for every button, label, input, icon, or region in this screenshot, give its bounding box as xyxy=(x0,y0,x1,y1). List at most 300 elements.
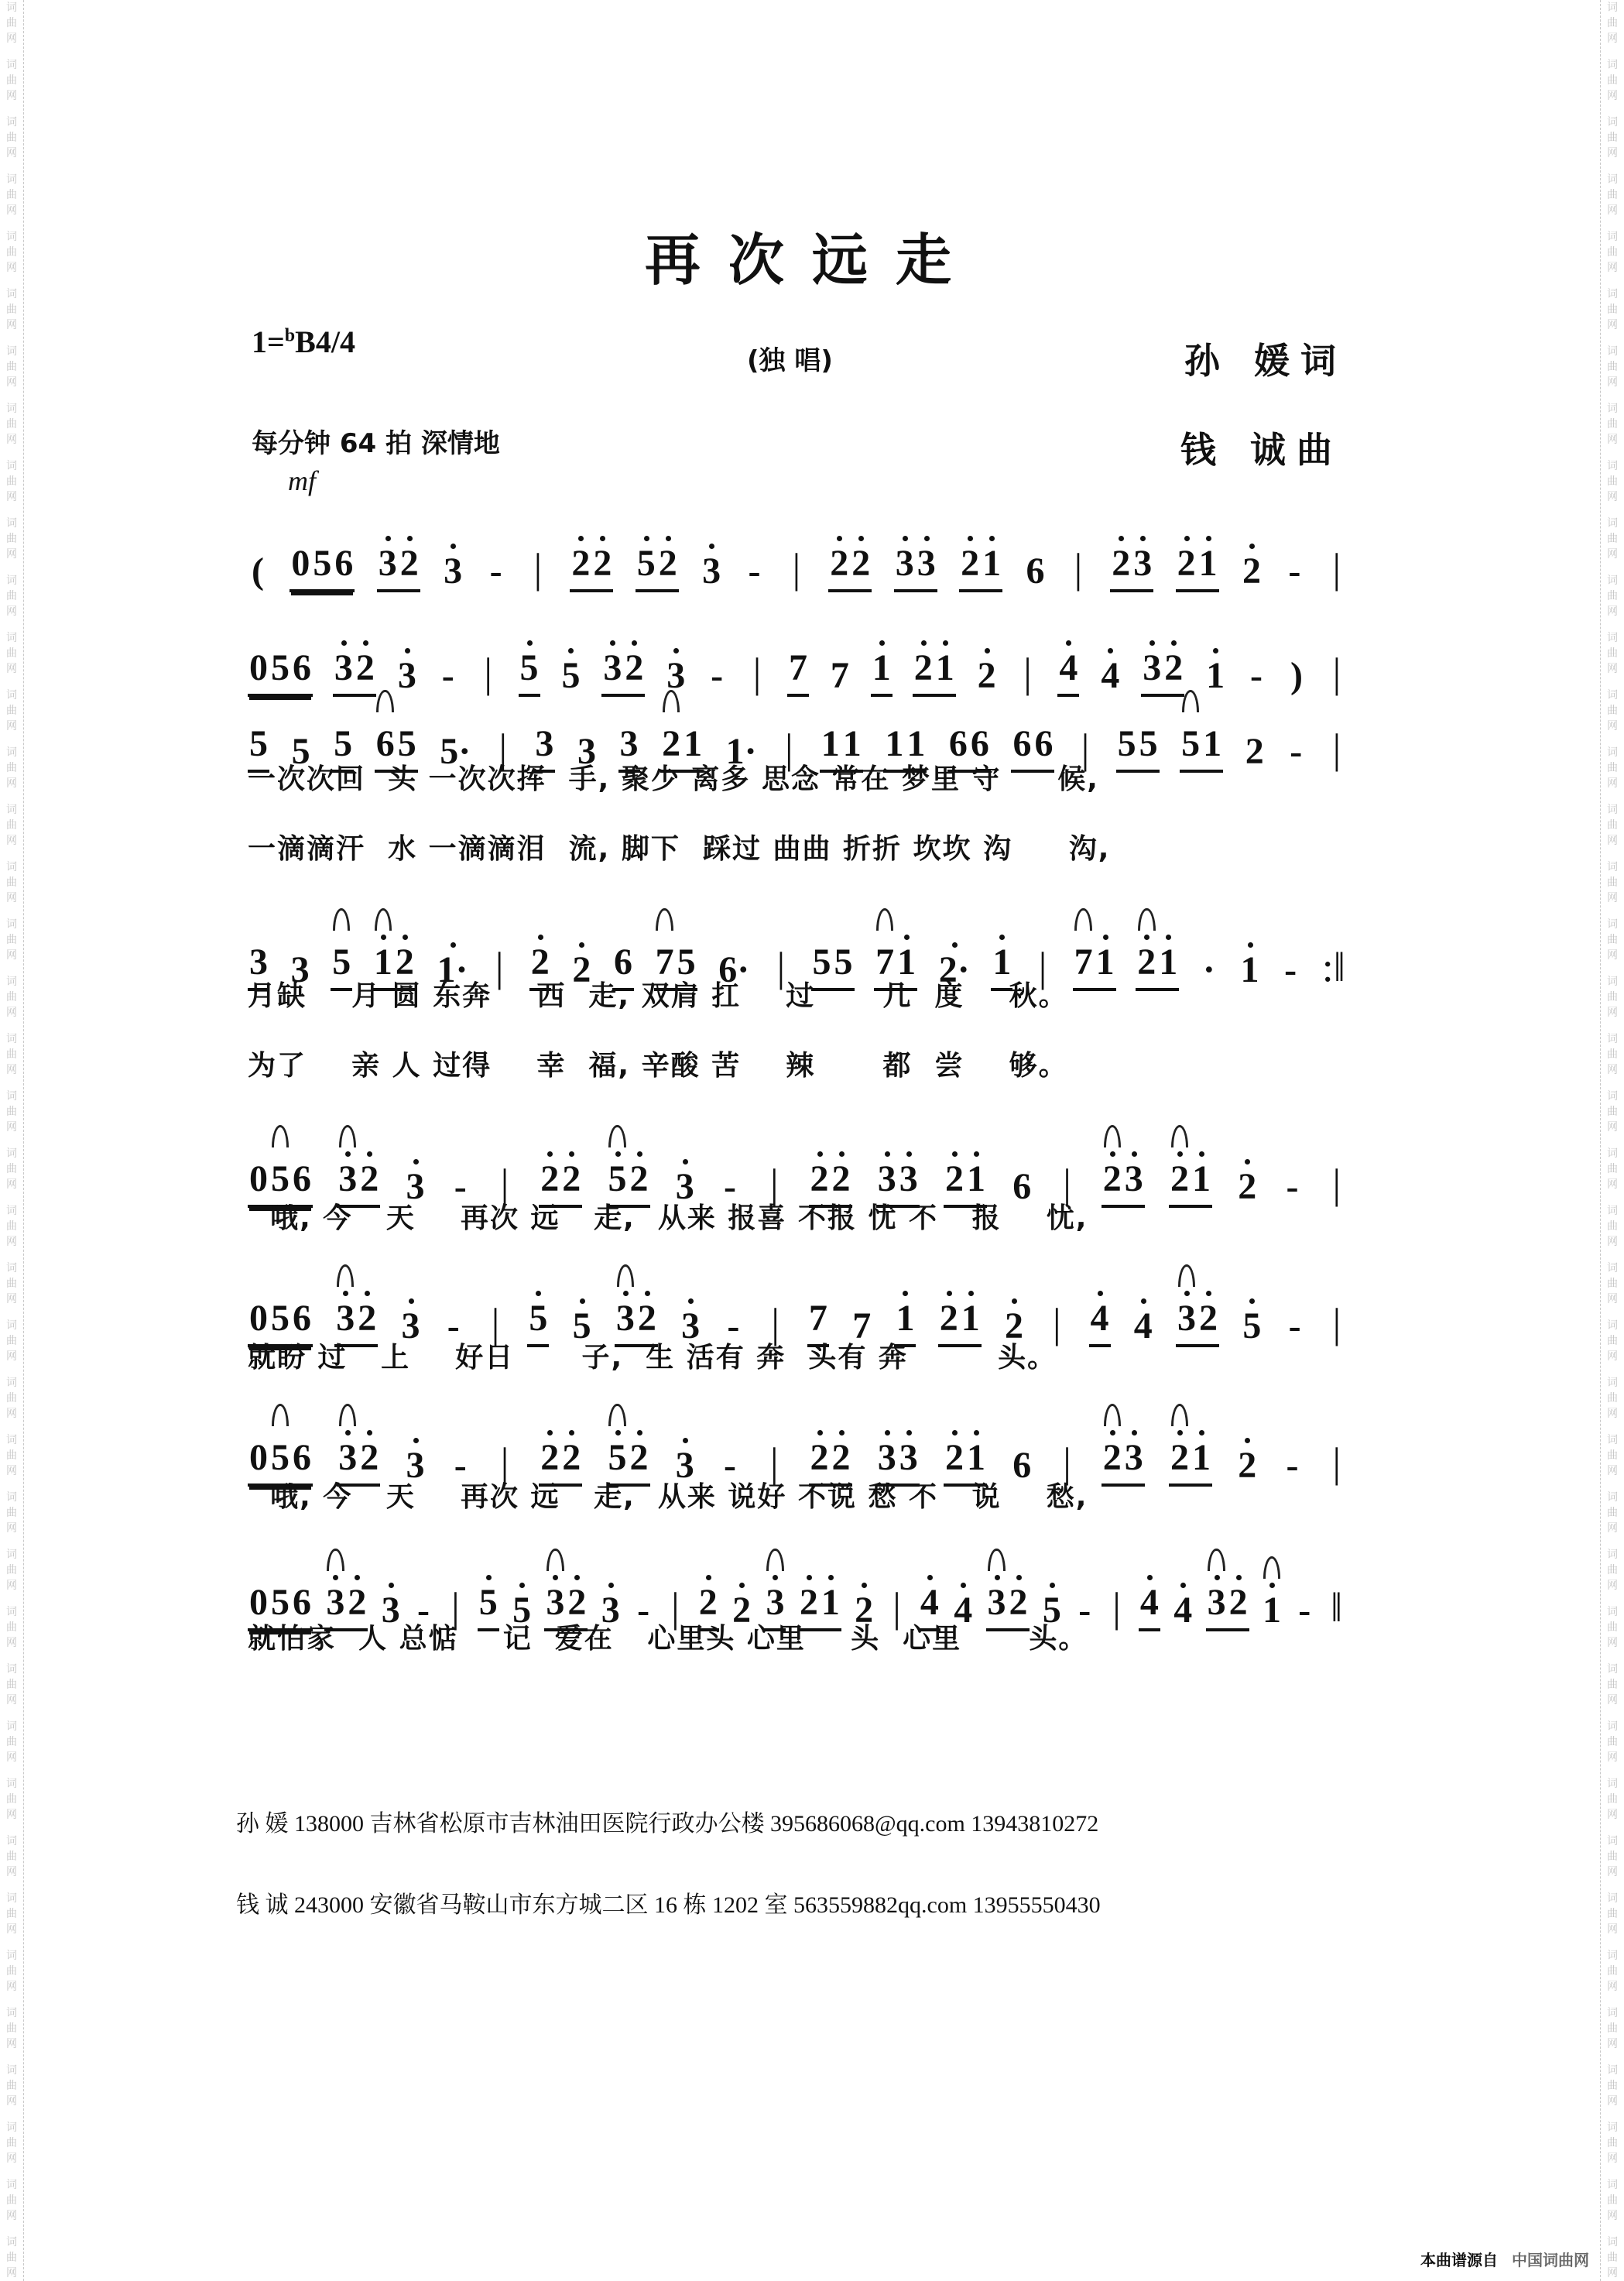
note: 3 xyxy=(674,1165,696,1208)
watermark-group: 词 曲 网 xyxy=(1607,1606,1618,1649)
lyric-row: 一滴滴汗 水 一滴滴泪 流, 脚下 踩过 曲曲 折折 坎坎 沟 沟, xyxy=(248,833,1111,865)
note: 1 xyxy=(1157,941,1179,983)
note: 5 xyxy=(1180,722,1201,765)
watermark-group: 词 曲 网 xyxy=(6,1892,17,1936)
note: 3 xyxy=(600,1589,622,1631)
note: - xyxy=(454,1445,467,1486)
watermark-group: 词 曲 网 xyxy=(1607,1720,1618,1764)
barline: | xyxy=(771,1300,780,1346)
note: 1 xyxy=(820,1581,841,1624)
note: 1· xyxy=(725,731,757,772)
barline: | xyxy=(451,1584,460,1631)
song-title: 再次远走 xyxy=(644,227,979,293)
watermark-group: 词 曲 网 xyxy=(6,746,17,790)
note: 2 xyxy=(539,1158,560,1200)
note: 2 xyxy=(1003,1305,1025,1347)
note: 1 xyxy=(894,1297,916,1339)
note: 2 xyxy=(1110,542,1132,585)
watermark-group: 词 曲 网 xyxy=(6,517,17,561)
slur-arc xyxy=(1182,690,1199,712)
note: 4 xyxy=(1099,654,1121,697)
note: 5 xyxy=(607,1436,629,1479)
note: 5 xyxy=(511,1589,533,1631)
note: 3 xyxy=(333,647,355,689)
note: 3 xyxy=(619,723,639,764)
barline: | xyxy=(1074,545,1083,592)
watermark-group: 词 曲 网 xyxy=(6,1434,17,1477)
note: 2 xyxy=(944,1158,965,1200)
note: - xyxy=(1286,1445,1299,1486)
note: 3 xyxy=(916,542,937,585)
note: - xyxy=(1288,551,1301,592)
barline: | xyxy=(1038,944,1047,990)
watermark-group: 词 曲 网 xyxy=(1607,345,1618,389)
note: 2 xyxy=(629,1158,650,1200)
beam-group xyxy=(570,542,613,592)
watermark-group: 词 曲 网 xyxy=(1607,116,1618,159)
note: 2 xyxy=(355,647,376,689)
note: 2 xyxy=(560,1158,582,1200)
note: 7 xyxy=(1073,941,1095,983)
watermark-group: 词 曲 网 xyxy=(1607,403,1618,446)
watermark-group: 词 曲 网 xyxy=(6,288,17,331)
note: 2 xyxy=(1102,1436,1123,1479)
note: 3 xyxy=(1206,1581,1228,1624)
note: 2 xyxy=(697,1581,719,1624)
note: 7 xyxy=(788,647,807,688)
beam-group xyxy=(894,542,937,592)
note: 5 xyxy=(636,542,657,585)
note: - xyxy=(711,655,724,696)
note: 2 xyxy=(828,542,850,585)
note: 0 xyxy=(291,543,310,584)
watermark-group: 词 曲 网 xyxy=(6,1549,17,1592)
note: 0 xyxy=(249,647,268,688)
barline: | xyxy=(1023,650,1032,696)
note: 5 xyxy=(1241,1305,1263,1347)
note: 6 xyxy=(375,722,396,765)
note: 5 xyxy=(1117,723,1136,764)
note: - xyxy=(489,551,502,592)
lyric-row: 就盼 过 上 好日 子, 生 活有 奔 头有 奔 头。 xyxy=(248,1342,1057,1374)
note: 5 xyxy=(1139,723,1158,764)
note: 2 xyxy=(1245,731,1264,772)
barline: | xyxy=(1332,650,1341,696)
note: 3 xyxy=(249,942,268,983)
beam-group xyxy=(377,542,420,592)
note: 2 xyxy=(591,542,613,585)
barline: | xyxy=(1063,1439,1071,1486)
note: 3 xyxy=(577,731,596,772)
watermark-group: 词 曲 网 xyxy=(6,1835,17,1878)
note: 3 xyxy=(334,1297,356,1339)
note: - xyxy=(1286,1166,1299,1207)
note: 1 xyxy=(981,542,1002,585)
note: 3 xyxy=(405,1444,427,1487)
note: 5 xyxy=(560,654,581,697)
watermark-group: 词 曲 网 xyxy=(1607,460,1618,503)
watermark-group: 词 曲 网 xyxy=(6,1950,17,1993)
note: 1 xyxy=(965,1436,987,1479)
watermark-group: 词 曲 网 xyxy=(1607,1663,1618,1706)
note: 2· xyxy=(937,948,971,991)
note: 5· xyxy=(440,731,471,772)
watermark-group: 词 曲 网 xyxy=(6,1778,17,1821)
note: ( xyxy=(252,551,264,592)
beam-group xyxy=(1110,542,1153,592)
note: 3 xyxy=(290,949,310,990)
note: - xyxy=(1288,1305,1301,1346)
barline: | xyxy=(1081,725,1090,772)
note: 1· xyxy=(436,948,470,991)
note: 3 xyxy=(377,542,399,585)
watermark-group: 词 曲 网 xyxy=(1607,288,1618,331)
watermark-group: 词 曲 网 xyxy=(6,1262,17,1305)
note: - xyxy=(1298,1590,1311,1631)
note: 2 xyxy=(660,722,682,765)
watermark-group: 词 曲 网 xyxy=(1607,976,1618,1019)
barline: | xyxy=(769,1439,779,1486)
watermark-group: 词 曲 网 xyxy=(6,1663,17,1706)
note: 2 xyxy=(1136,941,1157,983)
note: 0 xyxy=(249,1582,268,1623)
watermark-group: 词 曲 网 xyxy=(1607,1090,1618,1134)
note: 1 xyxy=(934,647,956,689)
watermark-group: 词 曲 网 xyxy=(1607,861,1618,904)
lyric-row: 哦, 今 天 再次 远 走, 从来 说好 不说 愁 不 说 愁, xyxy=(248,1481,1088,1513)
note: 4 xyxy=(1089,1297,1111,1339)
note: - xyxy=(1250,655,1263,696)
note: 5 xyxy=(397,723,416,764)
note: 5 xyxy=(291,731,310,772)
watermark-group: 词 曲 网 xyxy=(6,2122,17,2165)
watermark-group: 词 曲 网 xyxy=(6,1319,17,1363)
note: 2 xyxy=(976,654,998,697)
watermark-group: 词 曲 网 xyxy=(1607,1950,1618,1993)
note: - xyxy=(727,1305,740,1346)
watermark-group: 词 曲 网 xyxy=(1607,1892,1618,1936)
watermark-group: 词 曲 网 xyxy=(1607,2,1618,45)
watermark-group: 词 曲 网 xyxy=(6,861,17,904)
barline: | xyxy=(495,944,504,990)
note: 2 xyxy=(399,542,420,585)
note: 5 xyxy=(812,942,831,983)
note: 1 xyxy=(1261,1589,1283,1631)
slur-arc xyxy=(663,690,680,712)
note: 3 xyxy=(1141,647,1163,689)
barline: | xyxy=(1332,1439,1341,1486)
barline: | xyxy=(893,1584,901,1631)
watermark-group: 词 曲 网 xyxy=(1607,2064,1618,2108)
note: 5 xyxy=(331,941,352,983)
note: 3 xyxy=(986,1581,1008,1624)
watermark-group: 词 曲 网 xyxy=(6,116,17,159)
key-prefix: 1= xyxy=(252,324,285,359)
watermark-group: 词 曲 网 xyxy=(1607,1319,1618,1363)
note: 7 xyxy=(654,941,676,983)
note: - xyxy=(1290,731,1303,772)
watermark-group: 词 曲 网 xyxy=(6,689,17,732)
note: 3 xyxy=(601,647,623,689)
note: 3 xyxy=(396,654,418,697)
watermark-group: 词 曲 网 xyxy=(1607,231,1618,274)
note: 2 xyxy=(394,941,416,983)
note: 5 xyxy=(249,723,268,764)
note: 5 xyxy=(478,1581,499,1624)
lyric-row: 月缺 月 圆 东奔 西 走, 双肩 扛 过 几 度 秋。 xyxy=(248,980,1068,1012)
note: 2 xyxy=(1176,542,1197,585)
watermark-group: 词 曲 网 xyxy=(1607,59,1618,102)
note: 2 xyxy=(566,1581,588,1624)
note: 3 xyxy=(442,550,464,592)
note: 5 xyxy=(571,1305,593,1347)
barline: | xyxy=(792,545,801,592)
note: 5 xyxy=(1041,1589,1063,1631)
note: 2 xyxy=(1169,1436,1191,1479)
note: 2 xyxy=(1241,550,1263,592)
watermark-group: 词 曲 网 xyxy=(1607,1835,1618,1878)
note: 2 xyxy=(938,1297,960,1339)
note: 3 xyxy=(400,1305,422,1347)
note: 4 xyxy=(919,1581,940,1624)
barline: | xyxy=(671,1584,680,1631)
note: 3 xyxy=(876,1158,898,1200)
note: 1 xyxy=(372,941,394,983)
beam-group xyxy=(959,542,1002,592)
barline: | xyxy=(1052,1300,1061,1346)
watermark-group: 词 曲 网 xyxy=(6,403,17,446)
watermark-group: 词 曲 网 xyxy=(6,2,17,45)
barline: | xyxy=(499,725,508,772)
watermark-group: 词 曲 网 xyxy=(6,2007,17,2050)
watermark-group: 词 曲 网 xyxy=(1607,2179,1618,2222)
watermark-group: 词 曲 网 xyxy=(1607,918,1618,962)
watermark-group: 词 曲 网 xyxy=(6,59,17,102)
note: 2 xyxy=(853,1589,875,1631)
note: 2 xyxy=(629,1436,650,1479)
note: 5 xyxy=(607,1158,629,1200)
note: 3 xyxy=(674,1444,696,1487)
dynamic-marking: mf xyxy=(288,465,316,496)
note: 5 xyxy=(334,723,353,764)
barline: | xyxy=(1332,725,1341,772)
barline: | xyxy=(500,1161,509,1207)
barline: | xyxy=(484,650,493,696)
note: 1 xyxy=(965,1158,987,1200)
note: 6 xyxy=(970,723,989,764)
note: 3 xyxy=(1123,1436,1145,1479)
watermark-group: 词 曲 网 xyxy=(1607,2007,1618,2050)
note: 1 xyxy=(1203,723,1222,764)
contact-composer: 钱 诚 243000 安徽省马鞍山市东方城二区 16 栋 1202 室 563559882qq.com 13955550430 xyxy=(236,1892,1101,1918)
watermark-group: 词 曲 网 xyxy=(1607,1262,1618,1305)
barline: | xyxy=(1332,1161,1341,1207)
note: - xyxy=(724,1445,736,1486)
note: 3 xyxy=(665,654,687,697)
note: 5 xyxy=(271,1298,290,1339)
barline: :‖ xyxy=(1321,944,1345,990)
note: - xyxy=(454,1166,467,1207)
note: 1 xyxy=(906,723,926,764)
note: 2 xyxy=(623,647,645,689)
note: 6 xyxy=(293,1437,311,1478)
watermark-group: 词 曲 网 xyxy=(6,632,17,675)
note: 3 xyxy=(898,1158,920,1200)
note: 3 xyxy=(535,723,554,764)
note: 2 xyxy=(809,1436,831,1479)
watermark-group: 词 曲 网 xyxy=(1607,2122,1618,2165)
note: 7 xyxy=(874,941,896,983)
note: 3 xyxy=(1176,1297,1197,1339)
note: 2 xyxy=(1169,1158,1191,1200)
note: ) xyxy=(1290,655,1303,696)
key-time-signature: B4/4 xyxy=(295,324,355,359)
note: 2 xyxy=(1236,1165,1258,1208)
notation-row xyxy=(248,612,1347,697)
barline: | xyxy=(533,545,543,592)
note: 2 xyxy=(850,542,872,585)
watermark-group: 词 曲 网 xyxy=(6,1491,17,1535)
barline: | xyxy=(500,1439,509,1486)
left-watermark-strip xyxy=(0,0,24,2281)
note: 2 xyxy=(831,1436,852,1479)
note: 5 xyxy=(313,543,332,584)
note: 2 xyxy=(636,1297,658,1339)
note: 7 xyxy=(830,655,849,696)
watermark-group: 词 曲 网 xyxy=(1607,1147,1618,1191)
note: 5 xyxy=(269,1158,291,1200)
note: 0 xyxy=(249,1298,268,1339)
watermark-group: 词 曲 网 xyxy=(1607,1491,1618,1535)
note: 6 xyxy=(614,942,633,983)
note: 3 xyxy=(337,1158,358,1200)
note: 3 xyxy=(405,1165,427,1208)
note: 5 xyxy=(677,942,696,983)
watermark-group: 词 曲 网 xyxy=(1607,1549,1618,1592)
note: 1 xyxy=(1191,1436,1212,1479)
note: 3 xyxy=(1132,542,1153,585)
note: 3 xyxy=(544,1581,566,1624)
watermark-group: 词 曲 网 xyxy=(1607,1778,1618,1821)
note: 2 xyxy=(1102,1158,1123,1200)
note: 6 xyxy=(1012,1166,1032,1207)
note: 6· xyxy=(718,949,750,990)
watermark-group: 词 曲 网 xyxy=(1607,1434,1618,1477)
note: 4 xyxy=(1139,1581,1160,1624)
note: 2 xyxy=(944,1436,965,1479)
note: - xyxy=(441,655,454,696)
note: 5 xyxy=(271,647,290,688)
note: 6 xyxy=(293,1158,311,1199)
watermark-group: 词 曲 网 xyxy=(1607,1033,1618,1076)
watermark-group: 词 曲 网 xyxy=(6,804,17,847)
contact-lyricist: 孙 媛 138000 吉林省松原市吉林油田医院行政办公楼 395686068@qq.com 13943810272 xyxy=(236,1811,1099,1837)
watermark-group: 词 曲 网 xyxy=(6,231,17,274)
slur-arc xyxy=(376,690,393,712)
barline: ‖ xyxy=(1331,1584,1343,1631)
beam-group xyxy=(636,542,679,592)
note: 2 xyxy=(731,1589,752,1631)
watermark-group: 词 曲 网 xyxy=(6,2236,17,2279)
note: 2 xyxy=(570,542,591,585)
note: - xyxy=(417,1590,430,1631)
barline: | xyxy=(784,725,793,772)
watermark-group: 词 曲 网 xyxy=(1607,746,1618,790)
barline: | xyxy=(752,650,762,696)
note: - xyxy=(724,1166,736,1207)
lyric-row: 就怕家 人 总惦 记 爱在 心里头 心里 头 心里 头。 xyxy=(248,1623,1088,1655)
watermark-group: 词 曲 网 xyxy=(6,1606,17,1649)
note: 2 xyxy=(831,1158,852,1200)
note: 5 xyxy=(834,942,853,983)
composer-credit: 钱 诚曲 xyxy=(1180,429,1344,471)
watermark-group: 词 曲 网 xyxy=(1607,804,1618,847)
watermark-group: 词 曲 网 xyxy=(1607,173,1618,217)
note: - xyxy=(748,551,761,592)
note: 1 xyxy=(1197,542,1219,585)
watermark-group: 词 曲 网 xyxy=(1607,689,1618,732)
source-label: 本曲谱源自 xyxy=(1420,2251,1498,2269)
key-signature xyxy=(252,324,355,360)
watermark-group: 词 曲 网 xyxy=(6,575,17,618)
watermark-group: 词 曲 网 xyxy=(1607,1377,1618,1420)
note: 2 xyxy=(356,1297,378,1339)
watermark-group: 词 曲 网 xyxy=(1607,575,1618,618)
note: 1 xyxy=(885,723,904,764)
note: 2 xyxy=(560,1436,582,1479)
source-footer xyxy=(1420,2248,1589,2270)
note: 3 xyxy=(701,550,722,592)
watermark-group: 词 曲 网 xyxy=(6,1090,17,1134)
note: 7 xyxy=(808,1298,827,1339)
barline: | xyxy=(1332,545,1341,592)
note: 2 xyxy=(1228,1581,1249,1624)
notation-row xyxy=(248,507,1347,592)
beam-group xyxy=(290,542,355,592)
watermark-group: 词 曲 网 xyxy=(6,918,17,962)
beam-group xyxy=(1176,542,1219,592)
note: 2 xyxy=(358,1436,380,1479)
note: 2 xyxy=(529,941,551,983)
barline: | xyxy=(1112,1584,1121,1631)
note: 4 xyxy=(1057,647,1079,689)
note: 1 xyxy=(684,723,703,764)
watermark-group: 词 曲 网 xyxy=(6,173,17,217)
note: 3 xyxy=(615,1297,636,1339)
barline: | xyxy=(1332,1300,1341,1346)
watermark-group: 词 曲 网 xyxy=(6,2064,17,2108)
note: - xyxy=(637,1590,650,1631)
watermark-group: 词 曲 网 xyxy=(1607,632,1618,675)
note: 2 xyxy=(358,1158,380,1200)
note: 2 xyxy=(1197,1297,1219,1339)
note: 4 xyxy=(1172,1589,1194,1631)
note: 5 xyxy=(519,647,540,689)
watermark-group: 词 曲 网 xyxy=(6,460,17,503)
note: - xyxy=(1284,949,1297,990)
note: - xyxy=(1078,1590,1091,1631)
lyric-row: 哦, 今 天 再次 远 走, 从来 报喜 不报 忧 不 报 忧, xyxy=(248,1202,1088,1234)
watermark-group: 词 曲 网 xyxy=(1607,2236,1618,2279)
note: 7 xyxy=(852,1305,872,1346)
note: 3 xyxy=(764,1581,786,1624)
lyricist-credit: 孙 媛词 xyxy=(1184,340,1348,382)
watermark-group: 词 曲 网 xyxy=(6,2179,17,2222)
note: 2 xyxy=(959,542,981,585)
note: 5 xyxy=(527,1297,549,1339)
note: 6 xyxy=(1012,723,1032,764)
note: 2 xyxy=(539,1436,560,1479)
